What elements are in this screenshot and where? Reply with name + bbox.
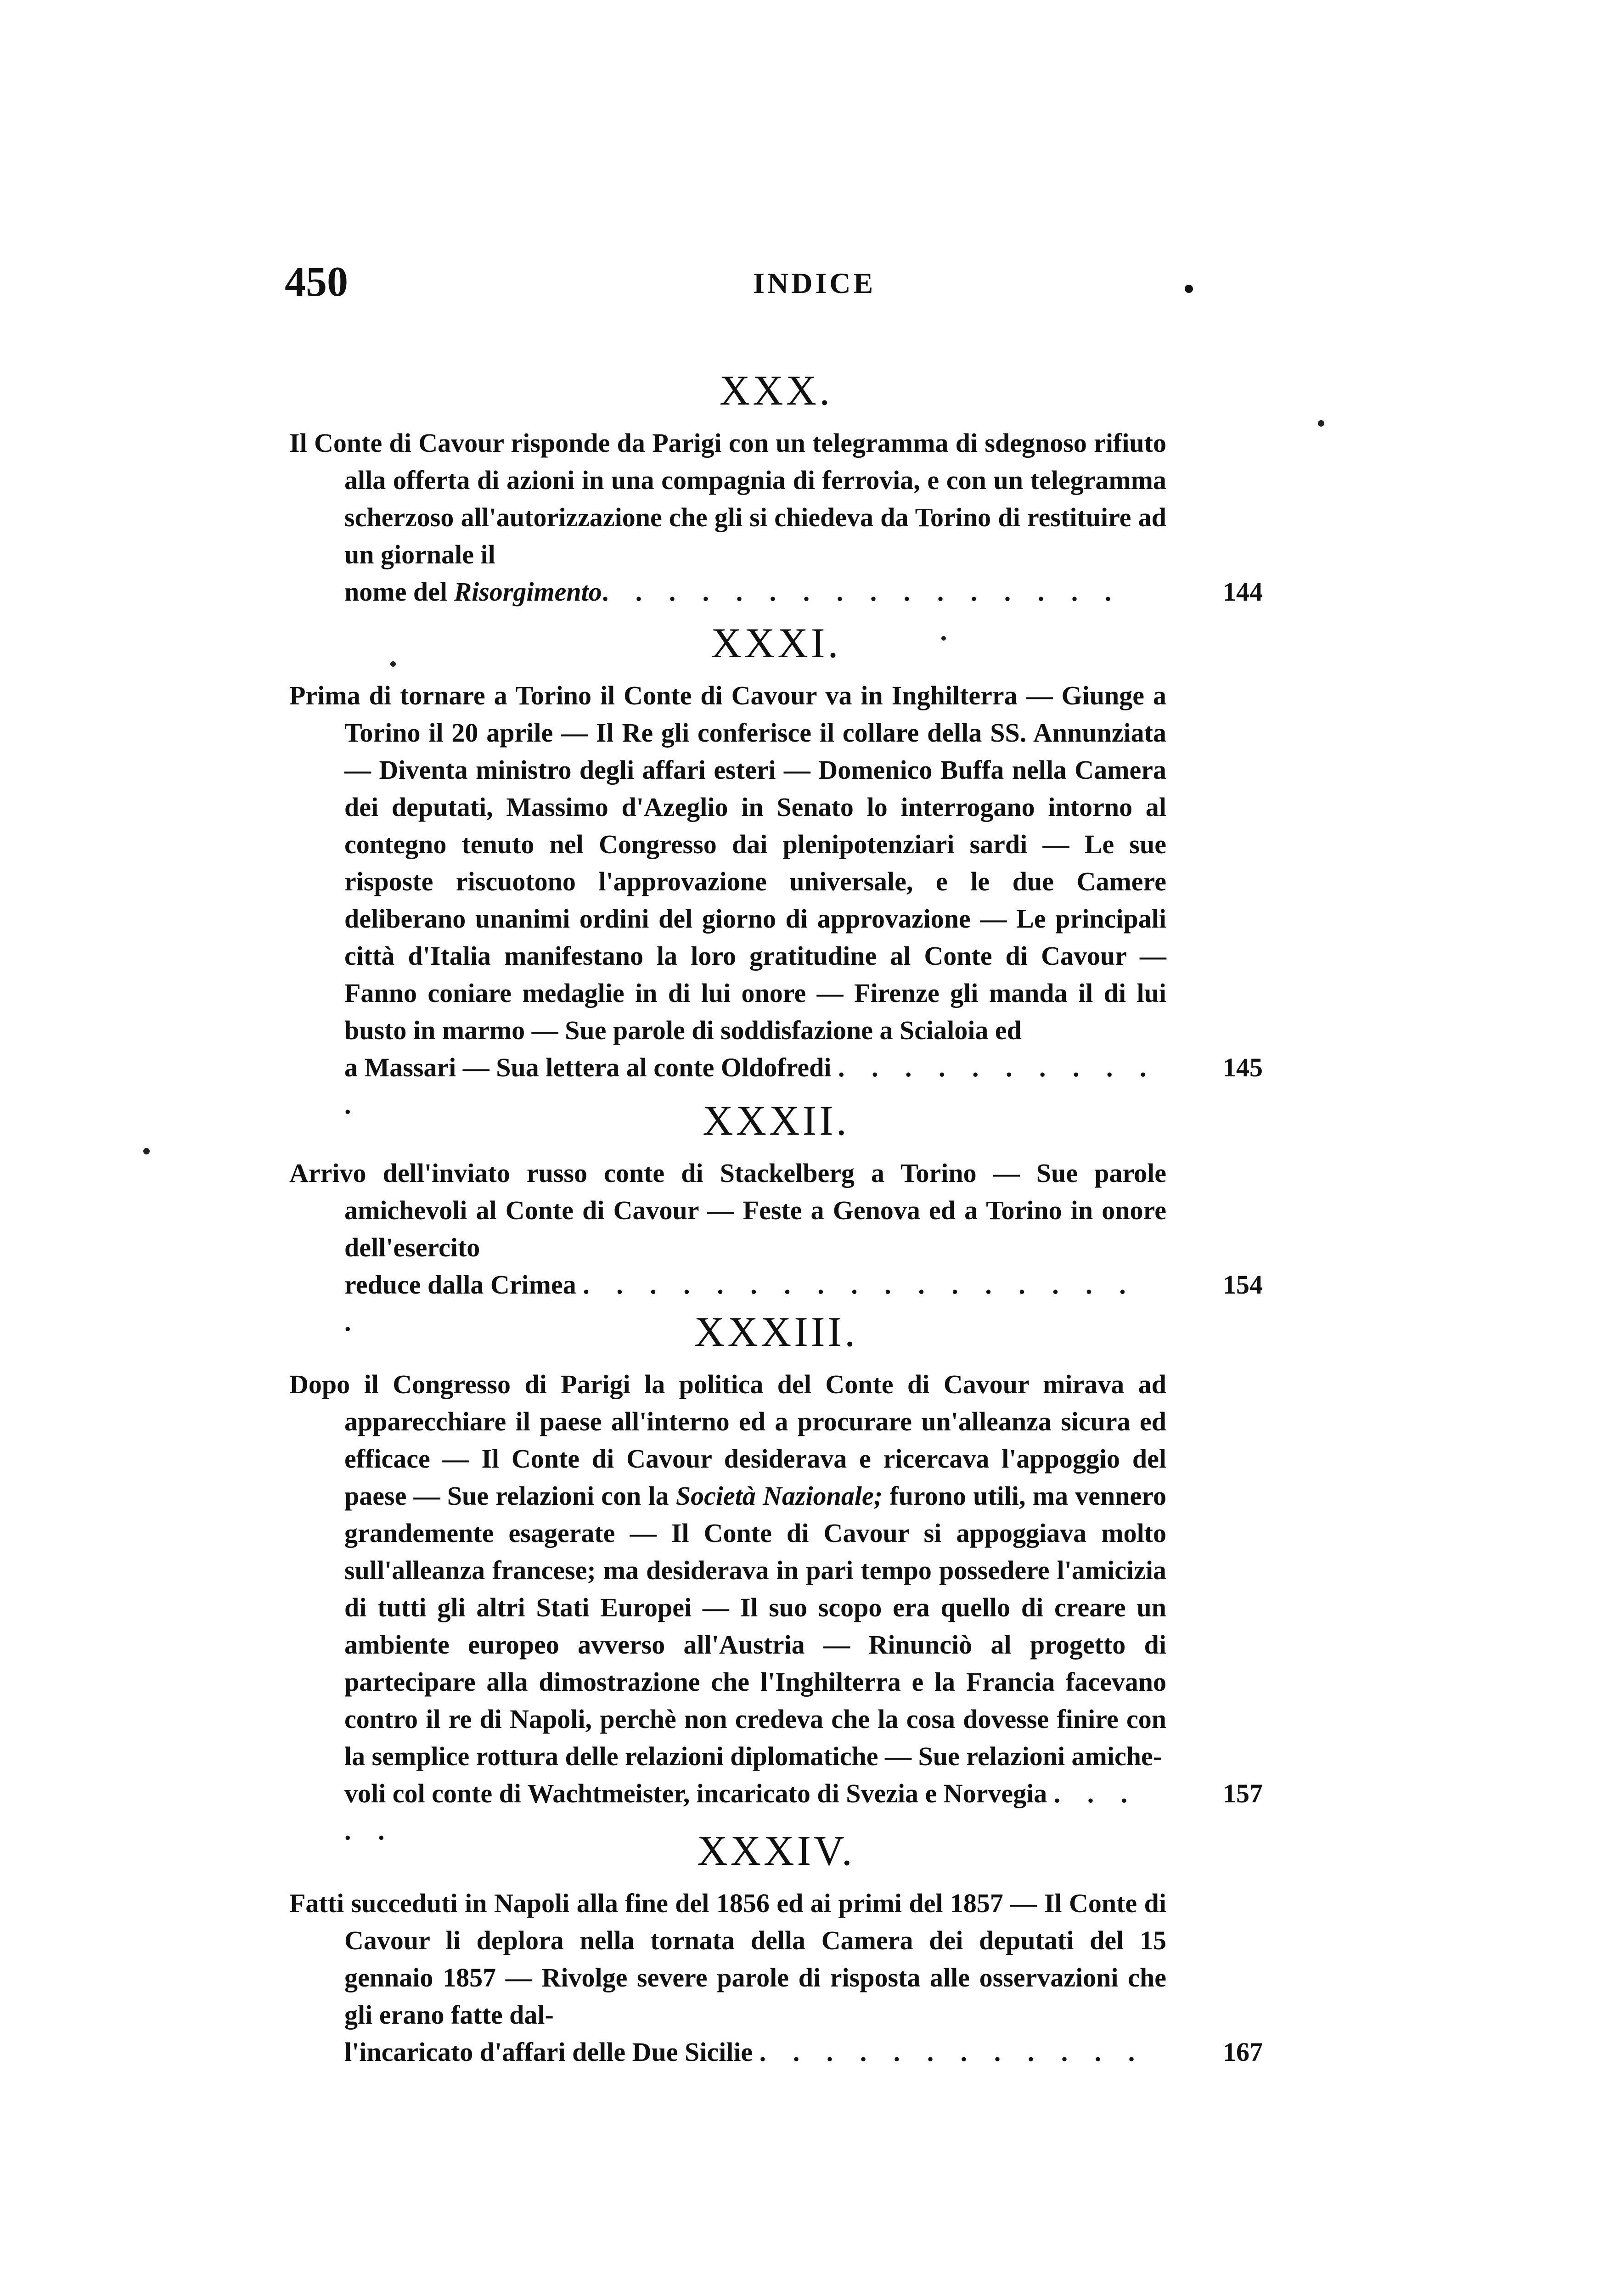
ink-speck (941, 636, 946, 641)
ink-speck (1318, 420, 1324, 427)
entry-last-line: a Massari — Sua lettera al conte Oldofredi . . . . . . . . . . . 145 (344, 1049, 1166, 1123)
entry-text: Fatti succeduti in Napoli alla fine del 1856 ed ai primi del 1857 — Il Conte di Cavour li deplora nella tornata della Camera dei deputati del 15 gennaio 1857 — Rivolge severe parole di risposta alle osservazioni che gli erano fatte dal- (289, 1888, 1166, 2030)
ink-speck (143, 1148, 150, 1154)
page-reference: 167 (1223, 2037, 1263, 2067)
ink-speck (390, 661, 396, 667)
index-entry (289, 424, 1263, 610)
section-heading: XXXII. (703, 1097, 850, 1144)
index-entry (289, 1366, 1263, 1849)
entry-text: Arrivo dell'inviato russo conte di Stackelberg a Torino — Sue parole amichevoli al Conte di Cavour — Feste a Genova ed a Torino in onore dell'esercito (289, 1158, 1166, 1262)
leader-dots: . . . . . . . . . . . . . . . . (602, 577, 1122, 607)
page-reference: 145 (1223, 1052, 1263, 1082)
section-heading: XXXIV. (697, 1827, 855, 1874)
page-reference: 154 (1223, 1270, 1263, 1300)
entry-last-line: voli col conte di Wachtmeister, incaricato di Svezia e Norvegia . . . . . 157 (344, 1775, 1166, 1849)
entry-italic-title: Società Nazionale; (675, 1481, 883, 1511)
index-section-xxxiii (289, 1304, 1263, 1849)
index-section-xxx (289, 363, 1263, 610)
page-reference: 144 (1223, 577, 1263, 607)
entry-text: Prima di tornare a Torino il Conte di Cavour va in Inghilterra — Giunge a Torino il 20 aprile — Il Re gli conferisce il collare della SS. Annunziata — Diventa ministro degli affari esteri — Domenico Buffa nella Camera dei deputati, Massimo d'Azeglio in Senato lo interrogano intorno al contegno tenuto nel Congresso dai plenipotenziari sardi — Le sue risposte riscuotono l'approvazione universale, e le due Camere deliberano unanimi ordini del giorno di approvazione — Le principali città d'Italia manifestano la loro gratitudine al Conte di Cavour — Fanno coniare medaglie in di lui onore — Firenze gli manda il di lui busto in marmo — Sue parole di soddisfazione a Scialoia ed (289, 681, 1166, 1045)
entry-last-line: nome del Risorgimento. . . . . . . . . . . . . . . . 144 (344, 573, 1166, 610)
index-entry (289, 677, 1263, 1123)
entry-text-end: furono utili, ma vennero grandemente esagerate — Il Conte di Cavour si appoggiava molto sull'alleanza francese; ma desiderava in pari tempo possedere l'amicizia di tutti gli altri Stati Europei — Il suo scopo era quello di creare un ambiente europeo avverso all'Austria — Rinunciò al progetto di partecipare alla dimostrazione che l'Inghilterra e la Francia facevano contro il re di Napoli, perchè non credeva che la cosa dovesse finire con la semplice rottura delle relazioni diplomatiche — Sue relazioni amiche- (344, 1481, 1166, 1771)
running-head-title: INDICE (753, 267, 876, 299)
index-section-xxxii (289, 1093, 1263, 1340)
leader-dots: . . . . . . . . . . . (344, 1052, 1157, 1120)
page-number: 450 (285, 258, 348, 305)
ink-speck (1185, 285, 1193, 293)
index-section-xxxi (289, 615, 1263, 1123)
running-head (285, 257, 1258, 308)
section-heading: XXX. (719, 367, 833, 414)
leader-dots: . . . . . . . . . . . . (759, 2037, 1145, 2067)
section-heading: XXXI. (711, 619, 841, 666)
entry-italic-title: Risorgimento (454, 577, 602, 607)
entry-last-line: reduce dalla Crimea . . . . . . . . . . . . . . . . . . 154 (344, 1266, 1166, 1340)
leader-dots: . . . . . (344, 1778, 1138, 1846)
entry-text: Il Conte di Cavour risponde da Parigi con un telegramma di sdegnoso rifiuto alla offerta di azioni in una compagnia di ferrovia, e con un telegramma scherzoso all'autorizzazione che gli si chiedeva da Torino di restituire ad un giornale il (289, 428, 1166, 569)
section-heading: XXXIII. (694, 1308, 858, 1355)
entry-last-line: l'incaricato d'affari delle Due Sicilie . . . . . . . . . . . . 167 (344, 2033, 1166, 2071)
page-reference: 157 (1223, 1778, 1263, 1808)
index-section-xxxiv (289, 1823, 1263, 2071)
index-entry (289, 1885, 1263, 2071)
entry-text-start: Dopo il Congresso di Parigi la politica del Conte di Cavour mirava ad apparecchiare il paese all'interno ed a procurare un'alleanza sicura ed efficace — Il Conte di Cavour desiderava e ricercava l'appoggio del paese — Sue relazioni con la (289, 1369, 1166, 1511)
leader-dots: . . . . . . . . . . . . . . . . . . (344, 1270, 1136, 1337)
